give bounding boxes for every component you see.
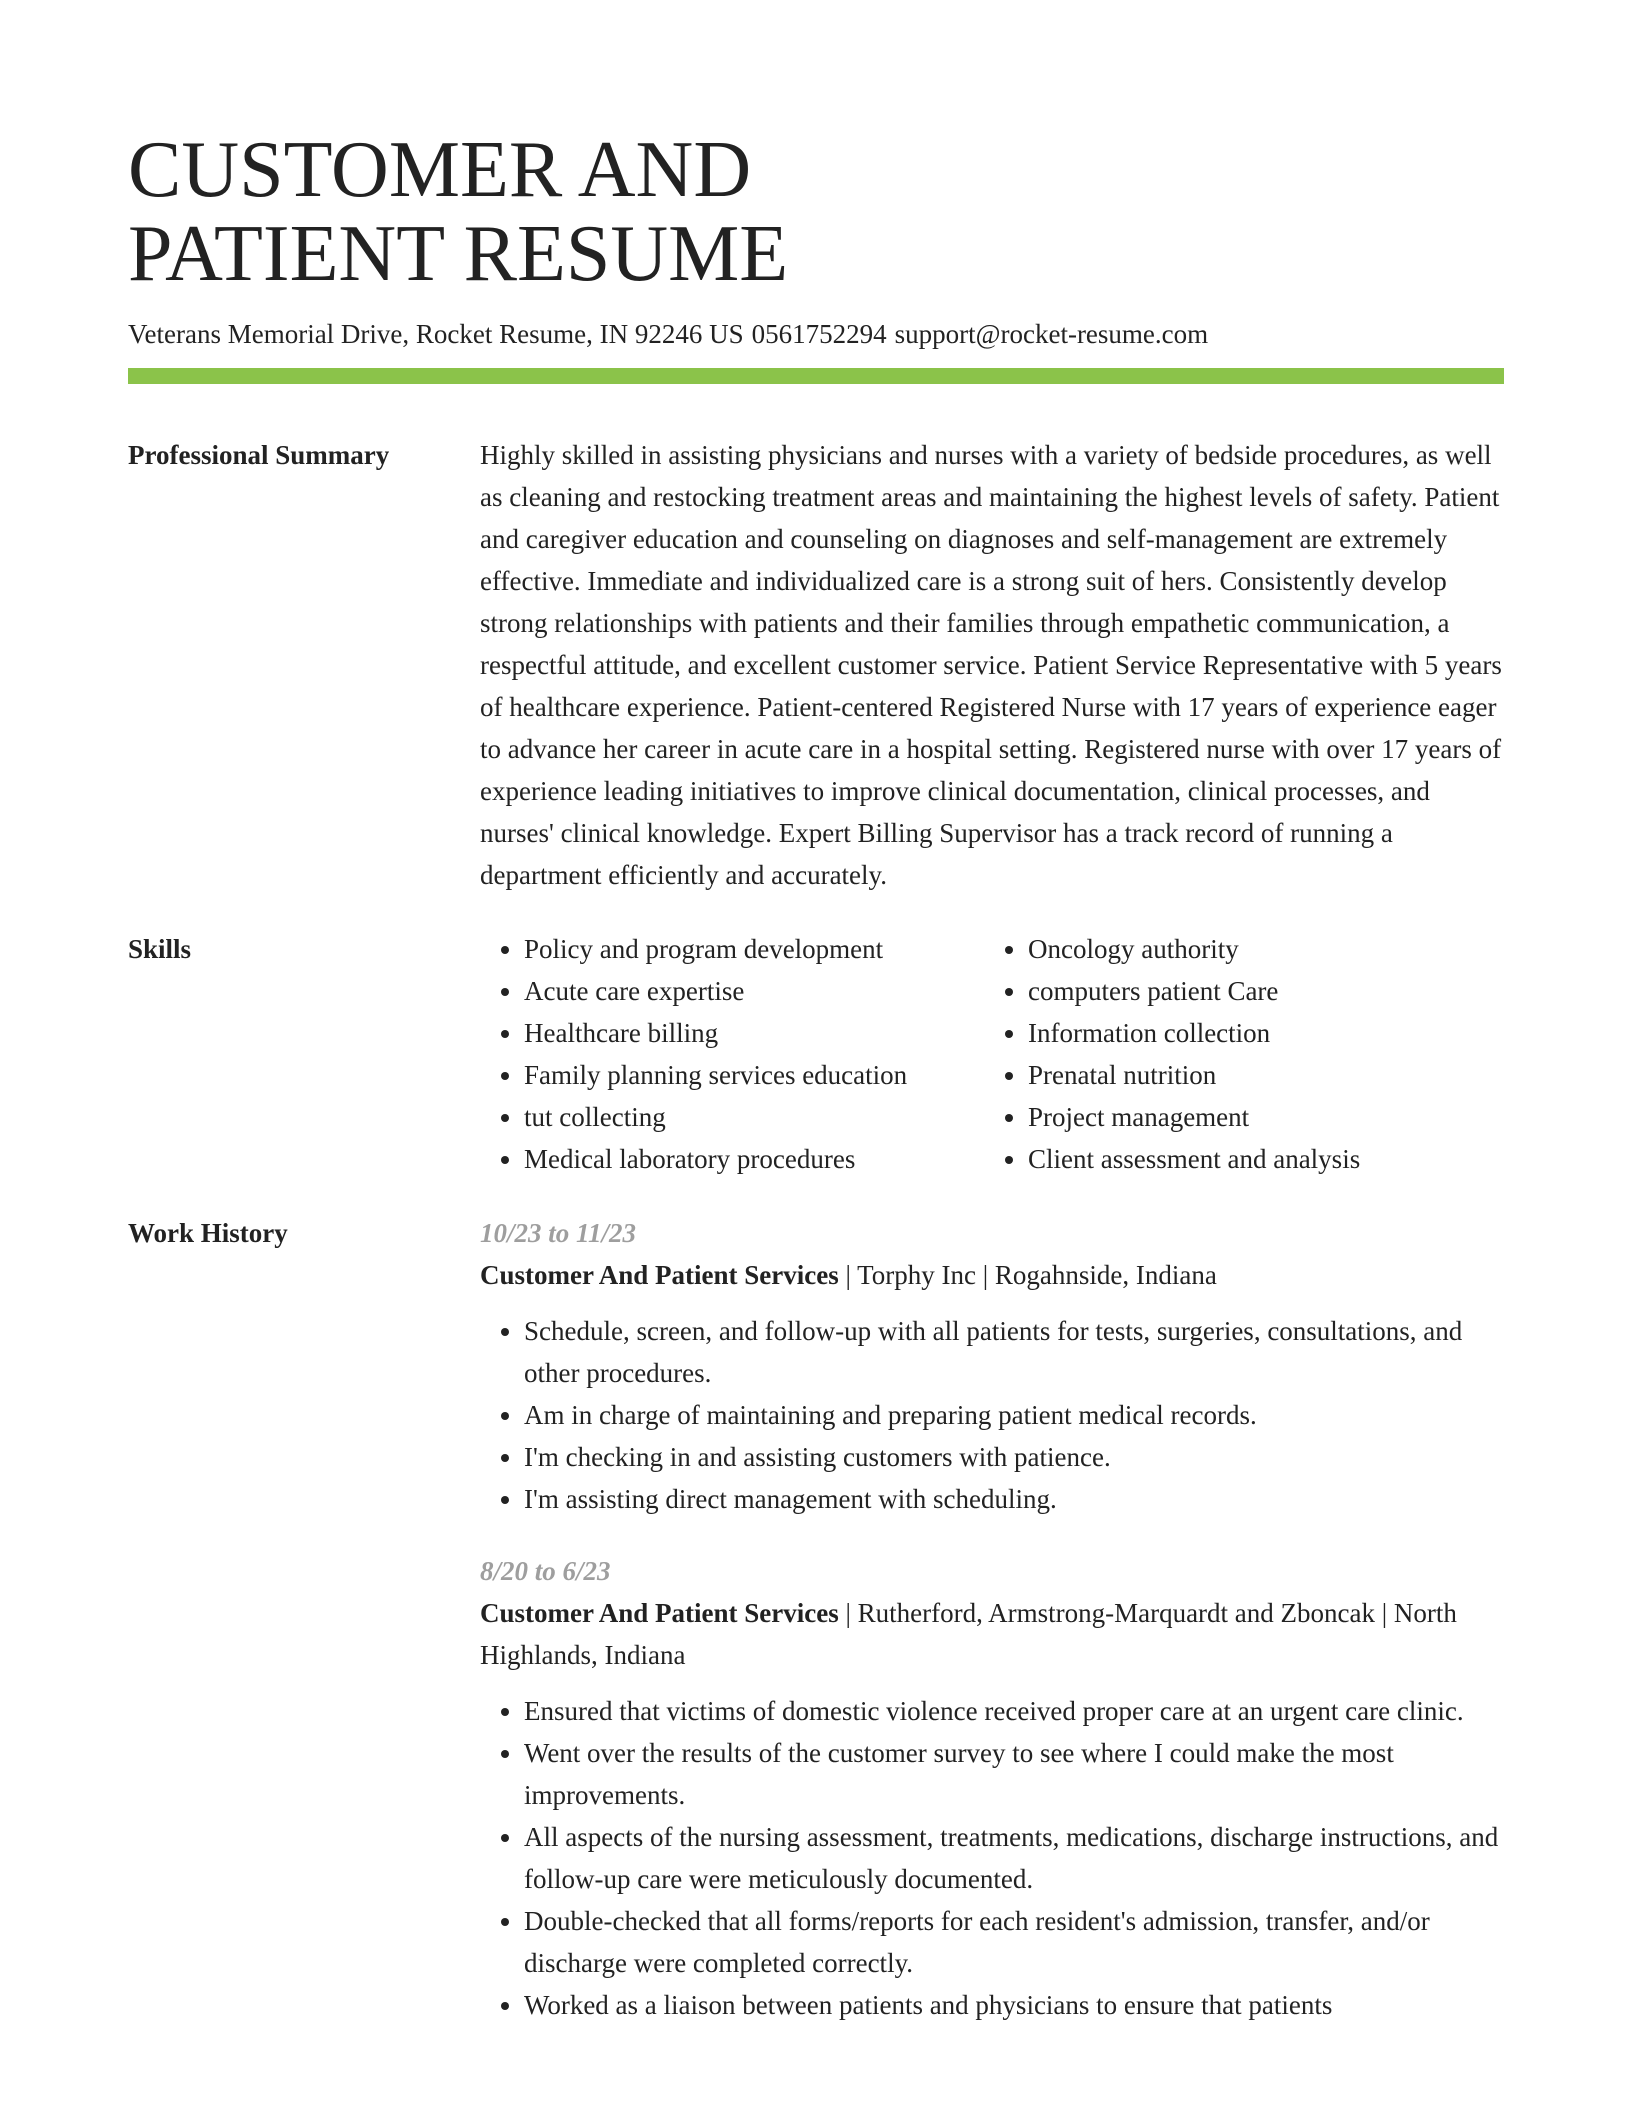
contact-address: Veterans Memorial Drive, Rocket Resume, IN 92246 US	[128, 319, 744, 349]
contact-line	[128, 316, 1504, 352]
job-details: | Torphy Inc | Rogahnside, Indiana	[838, 1260, 1217, 1290]
job-entry	[480, 1212, 1504, 1520]
skill-item: • Medical laboratory procedures	[524, 1138, 984, 1180]
skill-item: • Healthcare billing	[524, 1012, 984, 1054]
job-bullet: • Am in charge of maintaining and preparing patient medical records.	[524, 1394, 1504, 1436]
section-label-skills: Skills	[128, 934, 192, 964]
job-bullet: • I'm checking in and assisting customers with patience.	[524, 1436, 1504, 1478]
skill-item: • Project management	[1028, 1096, 1508, 1138]
skill-item: • Family planning services education	[524, 1054, 984, 1096]
contact-phone: 0561752294	[751, 319, 887, 349]
title-line-2: PATIENT RESUME	[128, 210, 789, 298]
skill-item: • Policy and program development	[524, 928, 984, 970]
job-dates: 8/20 to 6/23	[480, 1556, 611, 1586]
job-bullet: • I'm assisting direct management with scheduling.	[524, 1478, 1504, 1520]
job-details: | Rutherford, Armstrong-Marquardt and Zboncak | North Highlands, Indiana	[480, 1598, 1457, 1670]
section-label-work: Work History	[128, 1218, 288, 1248]
skill-item: • Prenatal nutrition	[1028, 1054, 1508, 1096]
job-dates: 10/23 to 11/23	[480, 1218, 637, 1248]
job-bullet: • Worked as a liaison between patients and physicians to ensure that patients	[524, 1984, 1504, 2026]
skills-columns	[480, 928, 1508, 1180]
work-history-body	[480, 1212, 1504, 2056]
skill-item: • Acute care expertise	[524, 970, 984, 1012]
job-entry	[480, 1550, 1504, 2026]
resume-page	[128, 0, 1504, 2056]
skill-item: • computers patient Care	[1028, 970, 1508, 1012]
job-title: Customer And Patient Services	[480, 1260, 839, 1290]
job-bullet: • All aspects of the nursing assessment, treatments, medications, discharge instructions, and follow-up care were meticulously documented.	[524, 1816, 1504, 1900]
job-bullets	[480, 1310, 1504, 1520]
resume-title	[128, 0, 1504, 296]
contact-email: support@rocket-resume.com	[894, 319, 1209, 349]
skills-list-left	[480, 928, 984, 1180]
job-bullet: • Double-checked that all forms/reports for each resident's admission, transfer, and/or discharge were completed correctly.	[524, 1900, 1504, 1984]
job-bullet: • Ensured that victims of domestic violence received proper care at an urgent care clinic.	[524, 1690, 1504, 1732]
skill-item: • Oncology authority	[1028, 928, 1508, 970]
skill-item: • Client assessment and analysis	[1028, 1138, 1508, 1180]
skills-list-right	[984, 928, 1508, 1180]
professional-summary-section	[128, 434, 1504, 896]
section-label-summary: Professional Summary	[128, 440, 390, 470]
skill-item: • tut collecting	[524, 1096, 984, 1138]
work-history-section	[128, 1212, 1504, 2056]
title-line-1: CUSTOMER AND	[128, 126, 752, 214]
skill-item: • Information collection	[1028, 1012, 1508, 1054]
job-bullet: • Went over the results of the customer survey to see where I could make the most improvements.	[524, 1732, 1504, 1816]
job-header	[480, 1254, 1504, 1296]
skills-section	[128, 928, 1504, 1180]
job-header	[480, 1592, 1504, 1676]
summary-text: Highly skilled in assisting physicians and nurses with a variety of bedside procedures, as well as cleaning and restocking treatment areas and maintaining the highest levels of safety. Patient and caregiver education and counseling on diagnoses and self-management are extremely effective. Immediate and individualized care is a strong suit of hers. Consistently develop strong relationships with patients and their families through empathetic communication, a respectful attitude, and excellent customer service. Patient Service Representative with 5 years of healthcare experience. Patient-centered Registered Nurse with 17 years of experience eager to advance her career in acute care in a hospital setting. Registered nurse with over 17 years of experience leading initiatives to improve clinical documentation, clinical processes, and nurses' clinical knowledge. Expert Billing Supervisor has a track record of running a department efficiently and accurately.	[480, 440, 1502, 890]
job-bullet: • Schedule, screen, and follow-up with all patients for tests, surgeries, consultations, and other procedures.	[524, 1310, 1504, 1394]
job-title: Customer And Patient Services	[480, 1598, 839, 1628]
job-bullets	[480, 1690, 1504, 2026]
accent-divider	[128, 368, 1504, 384]
